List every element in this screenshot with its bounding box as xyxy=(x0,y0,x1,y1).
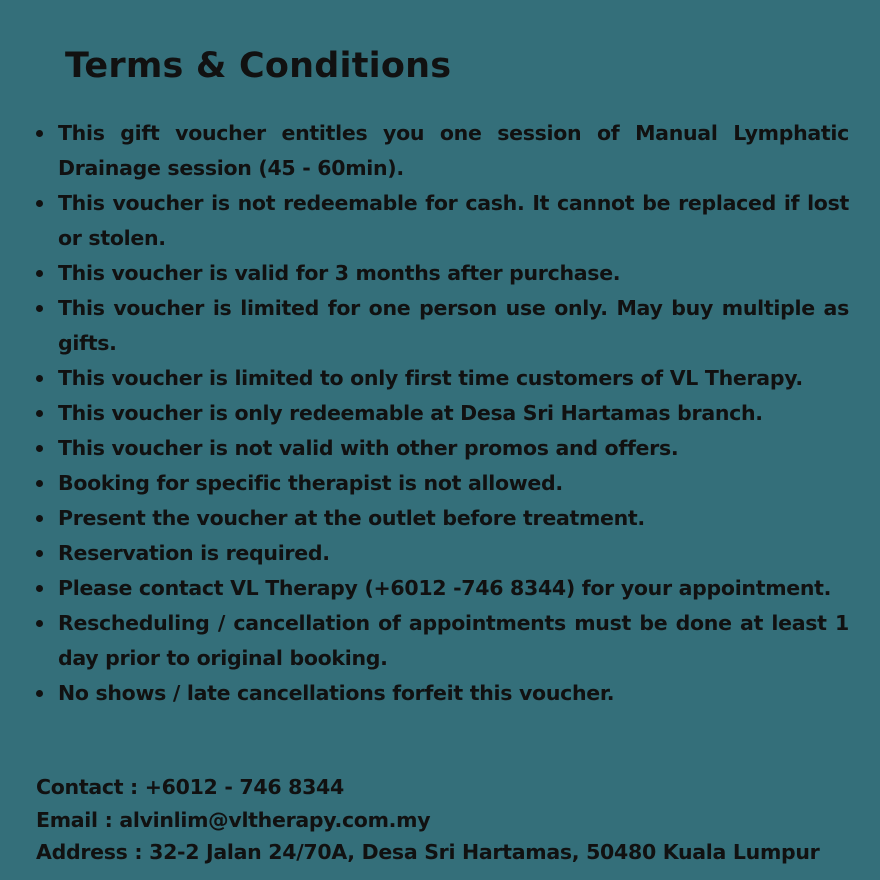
term-item-contact-appointment: Please contact VL Therapy (+6012 -746 8344) for your appointment. xyxy=(58,571,849,606)
term-item-gift-session: This gift voucher entitles you one session of Manual Lymphatic Drainage session (45 - 60min). xyxy=(58,116,849,186)
term-item-one-person: This voucher is limited for one person use only. May buy multiple as gifts. xyxy=(58,291,849,361)
term-item-branch: This voucher is only redeemable at Desa Sri Hartamas branch. xyxy=(58,396,849,431)
term-item-reservation: Reservation is required. xyxy=(58,536,849,571)
term-item-first-time: This voucher is limited to only first time customers of VL Therapy. xyxy=(58,361,849,396)
term-item-rescheduling: Rescheduling / cancellation of appointments must be done at least 1 day prior to original booking. xyxy=(58,606,849,676)
page-title: Terms & Conditions xyxy=(65,46,452,86)
contact-address: Address : 32-2 Jalan 24/70A, Desa Sri Hartamas, 50480 Kuala Lumpur xyxy=(36,840,820,864)
term-item-present-voucher: Present the voucher at the outlet before treatment. xyxy=(58,501,849,536)
contact-phone: Contact : +6012 - 746 8344 xyxy=(36,775,344,799)
contact-details xyxy=(36,771,856,869)
term-item-not-cash: This voucher is not redeemable for cash. It cannot be replaced if lost or stolen. xyxy=(58,186,849,256)
term-item-therapist: Booking for specific therapist is not allowed. xyxy=(58,466,849,501)
term-item-promos: This voucher is not valid with other promos and offers. xyxy=(58,431,849,466)
term-item-no-shows: No shows / late cancellations forfeit this voucher. xyxy=(58,676,849,711)
contact-email: Email : alvinlim@vltherapy.com.my xyxy=(36,807,431,832)
terms-list xyxy=(58,116,849,711)
term-item-validity: This voucher is valid for 3 months after purchase. xyxy=(58,256,849,291)
